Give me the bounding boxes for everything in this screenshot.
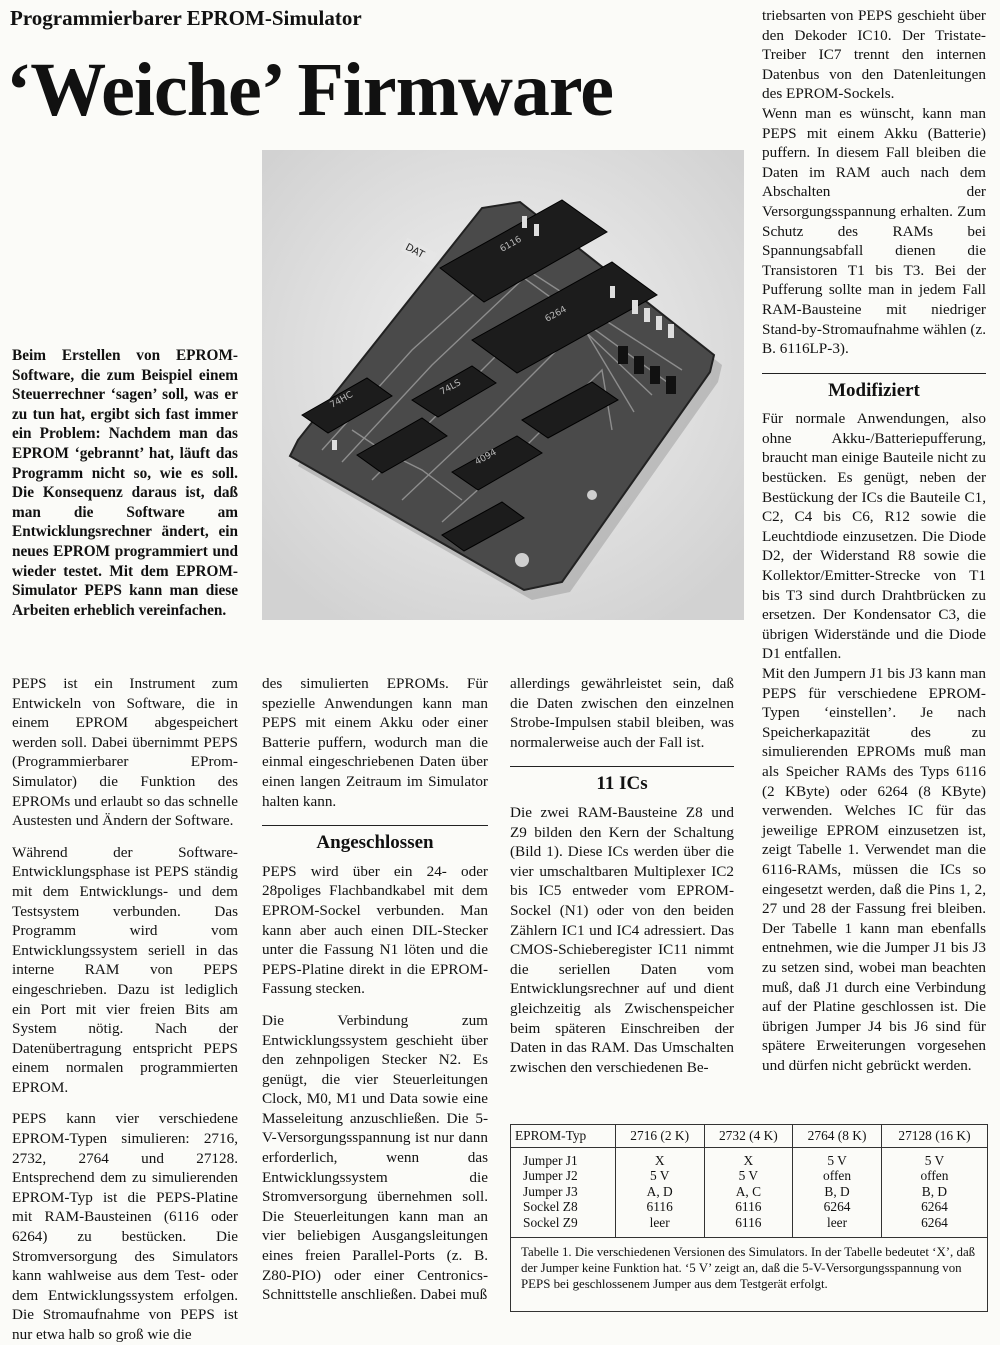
column-4 <box>762 6 986 1075</box>
table-cell: offen <box>881 1168 987 1183</box>
paragraph: Mit den Jumpern J1 bis J3 kann man PEPS für verschiedene EPROM-Typen ‘einstellen’. Je nach Speicherkapazität des zu simulierenden EPROMs muß man als Speicher RAMs des Typs 6116 (2 KByte) oder 6264 (8 KByte) verwenden. Welches IC für das jeweilige EPROM einzusetzen ist, zeigt Tabelle 1. Verwendet man die 6116-RAMs, müssen die ICs so eingesetzt werden, daß die Pins 1, 2, 27 und 28 der Fassung frei bleiben. Der Tabelle 1 kann man ebenfalls entnehmen, wie die Jumper J1 bis J3 zu setzen sind, wobei man beachten muß, daß J1 durch eine Verbindung auf der Platine geschlossen ist. Die übrigen Jumper J4 bis J6 sind für spätere Erweiterungen vorgesehen und dürfen nicht gebrückt werden. <box>762 665 986 1074</box>
column-2 <box>262 674 488 1305</box>
table-cell: 6116 <box>704 1215 793 1237</box>
circuit-board-photo <box>262 150 744 620</box>
table-cell: 5 V <box>704 1168 793 1183</box>
table-cell: 5 V <box>615 1168 704 1183</box>
chip-label: DAT <box>403 241 426 261</box>
table-cell: Jumper J3 <box>523 1183 578 1199</box>
column-3 <box>510 674 734 1077</box>
paragraph: PEPS kann vier verschiedene EPROM-Typen simulieren: 2716, 2732, 2764 und 27128. Entsprechend dem zu simulierenden EPROM-Typ ist die PEPS-Platine mit RAM-Bausteinen (6116 oder 6264) zu bestücken. Die Stromversorgung des Simulators kann wahlweise aus dem Test- oder dem Entwicklungssystem erfolgen. Die Stromaufnahme von PEPS ist nur etwa halb so groß wie die <box>12 1110 238 1343</box>
chip-label: 6264 <box>543 304 569 325</box>
chip-label: 6116 <box>498 234 524 255</box>
table-cell: 6116 <box>704 1199 793 1214</box>
eprom-type-table <box>511 1125 987 1237</box>
table-cell: 6116 <box>615 1199 704 1214</box>
table-cell: B, D <box>793 1184 882 1199</box>
table-cell: leer <box>615 1215 704 1237</box>
lead-paragraph: Beim Erstellen von EPROM-Software, die zum Beispiel einem Steuerrechner ‘sagen’ soll, was er zu tun hat, ergibt sich fast immer ein Problem: Nachdem man das EPROM ‘gebrannt’ hat, läuft das Programm nicht so, wie es soll. Die Konsequenz daraus ist, daß man die Software am Entwicklungsrechner ändert, ein neues EPROM programmiert und wieder testet. Mit dem EPROM-Simulator PEPS kann man diese Arbeiten erheblich vereinfachen. <box>12 347 238 619</box>
paragraph: PEPS wird über ein 24- oder 28poliges Flachbandkabel mit dem EPROM-Sockel verbunden. Man kann aber auch einen DIL-Stecker unter die Fassung N1 löten und die PEPS-Platine direkt in die EPROM-Fassung stecken. <box>262 862 488 998</box>
table-cell: Jumper J2 <box>523 1168 578 1184</box>
table-cell: B, D <box>881 1184 987 1199</box>
paragraph: triebsarten von PEPS geschieht über den Dekoder IC10. Der Tristate-Treiber IC7 trennt den internen Datenbus von den Datenleitungen des EPROM-Sockels. <box>762 7 986 103</box>
table-cell: Sockel Z8 <box>523 1199 578 1215</box>
pcb-illustration <box>262 150 744 620</box>
section-heading-11-ics: 11 ICs <box>510 766 734 794</box>
paragraph: des simulierten EPROMs. Für spezielle Anwendungen kann man PEPS mit einem Akku oder einer Batterie puffern, wodurch man die einmal eingeschriebenen Daten über einen langen Zeitraum im Simulator halten kann. <box>262 675 488 810</box>
table-cell: 5 V <box>793 1148 882 1169</box>
table-cell: X <box>704 1148 793 1169</box>
table-row <box>511 1148 987 1169</box>
paragraph: Die Verbindung zum Entwicklungssystem geschieht über den zehnpoligen Stecker N2. Es genügt, die vier Steuerleitungen Clock, M0, M1 und Data sowie eine Masseleitung anzuschließen. Die 5-V-Versorgungsspannung ist nur dann erforderlich, wenn das Entwicklungssystem die Stromversorgung übernehmen soll. Die Steuerleitungen kann man an vier beliebigen Ausgangsleitungen eines freien Parallel-Ports (z. B. Z80-PIO) oder einer Centronics-Schnittstelle anschließen. Dabei muß <box>262 1011 488 1304</box>
table-cell: Sockel Z9 <box>523 1214 578 1230</box>
paragraph: allerdings gewährleistet sein, daß die Daten zwischen den einzelnen Strobe-Impulsen stabil bleiben, was normalerweise auch der Fall ist. <box>510 675 734 751</box>
table-cell: 6264 <box>793 1199 882 1214</box>
table-cell: 6264 <box>881 1215 987 1237</box>
paragraph: Wenn man es wünscht, kann man PEPS mit einem Akku (Batterie) puffern. In diesem Fall bleiben die Daten im RAM auch nach dem Abschalten der Versorgungsspannung erhalten. Zum Schutz des RAMs bei Spannungsabfall dienen die Transistoren T1 bis T3. Bei der Pufferung sollte man in jedem Fall RAM-Bausteine mit niedriger Stand-by-Stromaufnahme wählen (z. B. 6116LP-3). <box>762 104 986 358</box>
chip-label: 74HC <box>328 389 355 411</box>
table-header: 2732 (4 K) <box>704 1125 793 1148</box>
table-header: EPROM-Typ <box>511 1125 615 1148</box>
eprom-table-box <box>510 1124 988 1312</box>
table-cell: A, D <box>615 1184 704 1199</box>
table-row <box>511 1184 987 1199</box>
table-header: 2716 (2 K) <box>615 1125 704 1148</box>
article-headline: ‘Weiche’ Firmware <box>6 48 613 132</box>
table-cell: Jumper J1 <box>523 1153 578 1168</box>
paragraph: PEPS ist ein Instrument zum Entwickeln von Software, die in einem EPROM abgespeichert werden soll. Dabei übernimmt PEPS (Programmierbarer EProm-Simulator) die Funktion des EPROMs und erlaubt so das schnelle Austesten und Ändern der Software. <box>12 675 238 830</box>
paragraph: Die zwei RAM-Bausteine Z8 und Z9 bilden den Kern der Schaltung (Bild 1). Diese ICs werden über die vier umschaltbaren Multiplexer IC2 bis IC5 entweder vom EPROM-Sockel (N1) oder von den beiden Zählern IC1 und IC4 adressiert. Das CMOS-Schieberegister IC11 nimmt die seriellen Daten vom Entwicklungsrechner auf und dient gleichzeitig als Zwischenspeicher beim späteren Einschreiben der Daten in das RAM. Das Umschalten zwischen den verschiedenen Be- <box>510 803 734 1076</box>
chip-label: 4094 <box>473 447 499 468</box>
table-cell: 5 V <box>881 1148 987 1169</box>
article-kicker: Programmierbarer EPROM-Simulator <box>10 6 362 30</box>
chip-label: 74LS <box>438 378 463 398</box>
section-heading-angeschlossen: Angeschlossen <box>262 825 488 853</box>
table-row <box>511 1168 987 1183</box>
table-header: 2764 (8 K) <box>793 1125 882 1148</box>
table-cell: 6264 <box>881 1199 987 1214</box>
paragraph: Für normale Anwendungen, also ohne Akku-/Batteriepufferung, braucht man einige Bauteile nicht zu bestücken. Es genügt, neben der Bestückung der ICs die Bauteile C1, C2, C4 bis C6, R12 sowie die Leuchtdiode einzusetzen. Die Diode D2, der Widerstand R8 sowie die Kollektor/Emitter-Strecke von T1 bis T3 sind durch Drahtbrücken zu ersetzen. Der Kondensator C3, die übrigen Widerstände und die Diode D1 entfallen. <box>762 410 986 663</box>
table-caption: Tabelle 1. Die verschiedenen Versionen des Simulators. In der Tabelle bedeutet ‘X’, daß der Jumper keine Funktion hat. ‘5 V’ zeigt an, daß die 5-V-Versorgungsspannung von PEPS bei geschlossenem Jumper aus dem Testgerät erfolgt. <box>511 1237 987 1292</box>
paragraph: Während der Software-Entwicklungsphase ist PEPS ständig mit dem Entwicklungs- und dem Testsystem verbunden. Das Programm wird vom Entwicklungssystem seriell in das interne RAM von PEPS eingeschrieben. Dazu ist lediglich ein Port mit vier freien Bits am System nötig. Nach der Datenübertragung entspricht PEPS einem normalen programmierten EPROM. <box>12 843 238 1096</box>
table-cell: A, C <box>704 1184 793 1199</box>
table-row <box>511 1199 987 1214</box>
table-cell: leer <box>793 1215 882 1237</box>
table-cell: X <box>615 1148 704 1169</box>
table-header-row <box>511 1125 987 1148</box>
table-cell: offen <box>793 1168 882 1183</box>
column-1 <box>12 674 238 1345</box>
section-heading-modifiziert: Modifiziert <box>762 373 986 401</box>
table-row <box>511 1215 987 1237</box>
table-header: 27128 (16 K) <box>881 1125 987 1148</box>
